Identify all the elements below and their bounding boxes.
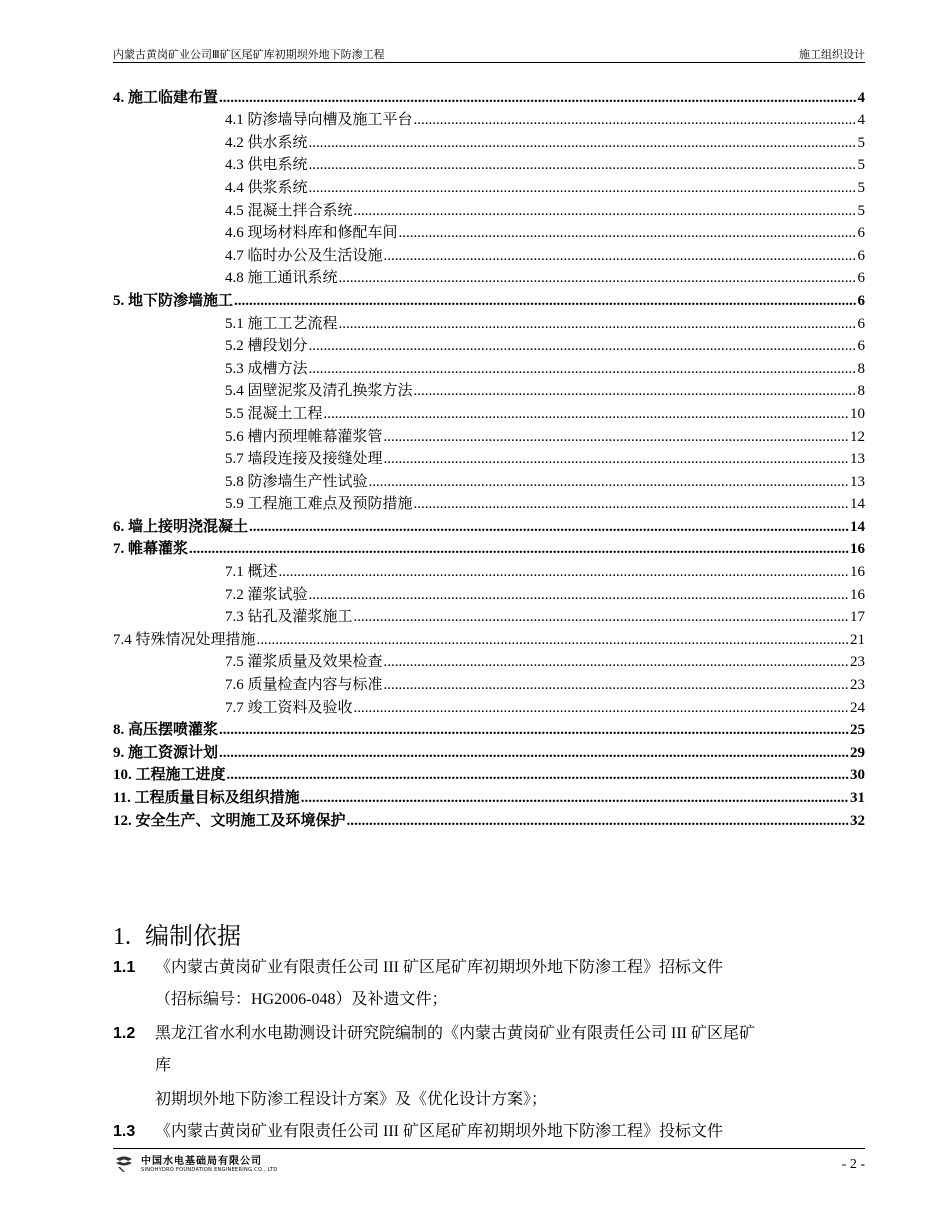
toc-leader-dots — [414, 380, 857, 402]
footer-divider — [113, 1148, 865, 1149]
toc-leader-dots — [354, 606, 849, 628]
toc-entry[interactable] — [113, 696, 865, 719]
toc-entry-page: 6 — [857, 270, 865, 287]
toc-entry-title: 5.4 固壁泥浆及清孔换浆方法 — [225, 383, 413, 400]
toc-leader-dots — [384, 448, 849, 470]
toc-entry-title: 5.7 墙段连接及接缝处理 — [225, 451, 383, 468]
toc-leader-dots — [219, 742, 849, 764]
toc-entry-title: 4.7 临时办公及生活设施 — [225, 247, 383, 264]
paragraph-text: 库 — [155, 1057, 172, 1074]
toc-entry[interactable] — [113, 764, 865, 787]
toc-entry[interactable] — [113, 448, 865, 471]
toc-entry[interactable] — [113, 402, 865, 425]
paragraph-1-3 — [113, 1121, 865, 1143]
toc-entry[interactable] — [113, 222, 865, 245]
toc-entry-title: 8. 高压摆喷灌浆 — [113, 722, 219, 739]
toc-leader-dots — [257, 629, 849, 651]
toc-entry-page: 6 — [857, 247, 865, 264]
toc-entry[interactable] — [113, 493, 865, 516]
toc-entry-title: 4.5 混凝土拌合系统 — [225, 202, 353, 219]
paragraph-1-2-cont — [113, 1089, 865, 1111]
toc-entry-page: 6 — [857, 338, 865, 355]
toc-leader-dots — [309, 584, 849, 606]
section-heading — [113, 916, 241, 951]
toc-entry-page: 10 — [850, 405, 865, 422]
toc-entry-title: 7.5 灌浆质量及效果检查 — [225, 654, 383, 671]
toc-entry[interactable] — [113, 109, 865, 132]
toc-entry-page: 32 — [850, 812, 865, 829]
paragraph-text: 初期坝外地下防渗工程设计方案》及《优化设计方案》； — [155, 1091, 548, 1108]
toc-entry[interactable] — [113, 560, 865, 583]
toc-leader-dots — [234, 290, 856, 312]
toc-entry-title: 5.8 防渗墙生产性试验 — [225, 473, 368, 490]
toc-leader-dots — [384, 426, 849, 448]
toc-entry-page: 17 — [850, 609, 865, 626]
toc-entry[interactable] — [113, 538, 865, 561]
toc-leader-dots — [354, 697, 849, 719]
toc-entry-title: 4.8 施工通讯系统 — [225, 270, 338, 287]
toc-entry-page: 5 — [857, 202, 865, 219]
paragraph-text: 黑龙江省水利水电勘测设计研究院编制的《内蒙古黄岗矿业有限责任公司 III 矿区尾矿 — [155, 1025, 755, 1042]
paragraph-1-2 — [113, 1023, 865, 1045]
toc-leader-dots — [227, 764, 849, 786]
toc-leader-dots — [384, 245, 857, 267]
toc-entry-page: 14 — [850, 518, 865, 535]
toc-entry-title: 4.2 供水系统 — [225, 134, 308, 151]
toc-entry-title: 11. 工程质量目标及组织措施 — [113, 790, 300, 806]
toc-entry[interactable] — [113, 357, 865, 380]
toc-entry[interactable] — [113, 628, 865, 651]
toc-entry-title: 7.1 概述 — [225, 564, 278, 581]
toc-entry-title: 4.4 供浆系统 — [225, 179, 308, 196]
paragraph-text: （招标编号：HG2006-048）及补遗文件； — [155, 991, 448, 1008]
logo-chinese-name: 中国水电基础局有限公司 — [141, 1156, 262, 1167]
toc-entry[interactable] — [113, 312, 865, 335]
toc-entry-page: 24 — [850, 699, 865, 716]
toc-leader-dots — [384, 674, 849, 696]
toc-entry-title: 12. 安全生产、文明施工及环境保护 — [113, 812, 346, 829]
toc-entry[interactable] — [113, 86, 865, 109]
toc-leader-dots — [339, 267, 857, 289]
toc-entry-page: 5 — [857, 179, 865, 196]
paragraph-1-2-wrap — [113, 1055, 865, 1077]
toc-entry-title: 9. 施工资源计划 — [113, 744, 219, 761]
toc-leader-dots — [309, 177, 857, 199]
toc-entry-title: 5.3 成槽方法 — [225, 360, 308, 377]
logo-english-name: SINOHYDRO FOUNDATION ENGINEERING CO., LTD — [141, 1167, 278, 1173]
toc-entry[interactable] — [113, 651, 865, 674]
toc-entry-page: 16 — [850, 586, 865, 603]
toc-entry-page: 16 — [850, 564, 865, 581]
toc-leader-dots — [324, 403, 849, 425]
toc-entry-page: 5 — [857, 134, 865, 151]
toc-entry[interactable] — [113, 380, 865, 403]
toc-entry[interactable] — [113, 606, 865, 629]
toc-leader-dots — [347, 810, 849, 832]
toc-entry-page: 12 — [850, 428, 865, 445]
toc-entry-title: 6. 墙上接明浇混凝土 — [113, 518, 249, 535]
toc-entry-title: 7.4 特殊情况处理措施 — [113, 631, 256, 648]
toc-entry[interactable] — [113, 741, 865, 764]
toc-entry-page: 31 — [850, 790, 865, 806]
toc-entry-page: 30 — [850, 767, 865, 784]
toc-entry-page: 4 — [857, 112, 865, 129]
toc-entry-title: 10. 工程施工进度 — [113, 767, 226, 784]
paragraph-text: 《内蒙古黄岗矿业有限责任公司 III 矿区尾矿库初期坝外地下防渗工程》招标文件 — [155, 959, 723, 976]
toc-entry[interactable] — [113, 176, 865, 199]
toc-leader-dots — [219, 719, 849, 741]
company-logo — [113, 1152, 278, 1173]
toc-leader-dots — [384, 651, 849, 673]
toc-leader-dots — [354, 200, 857, 222]
toc-entry-title: 4. 施工临建布置 — [113, 89, 219, 106]
toc-leader-dots — [339, 313, 857, 335]
toc-leader-dots — [309, 358, 857, 380]
toc-entry[interactable] — [113, 131, 865, 154]
toc-leader-dots — [219, 87, 856, 109]
toc-entry-page: 23 — [850, 654, 865, 671]
toc-entry-page: 6 — [857, 315, 865, 332]
toc-entry-page: 16 — [850, 541, 865, 558]
toc-leader-dots — [369, 471, 849, 493]
toc-leader-dots — [309, 154, 857, 176]
toc-entry-title: 4.6 现场材料库和修配车间 — [225, 225, 398, 242]
toc-entry[interactable] — [113, 470, 865, 493]
toc-entry-title: 7.6 质量检查内容与标准 — [225, 677, 383, 694]
paragraph-1-1 — [113, 957, 865, 979]
paragraph-number: 1.3 — [113, 1123, 136, 1140]
toc-entry-title: 7. 帷幕灌浆 — [113, 541, 189, 558]
toc-entry[interactable] — [113, 719, 865, 742]
toc-entry[interactable] — [113, 267, 865, 290]
header-doc-type: 施工组织设计 — [799, 48, 865, 61]
toc-entry-title: 5.9 工程施工难点及预防措施 — [225, 496, 413, 513]
toc-entry-title: 4.1 防渗墙导向槽及施工平台 — [225, 112, 413, 129]
toc-entry[interactable] — [113, 515, 865, 538]
paragraph-text: 《内蒙古黄岗矿业有限责任公司 III 矿区尾矿库初期坝外地下防渗工程》投标文件 — [155, 1123, 723, 1140]
paragraph-number: 1.2 — [113, 1025, 136, 1042]
toc-entry-title: 7.2 灌浆试验 — [225, 586, 308, 603]
toc-entry-page: 6 — [857, 225, 865, 242]
toc-entry[interactable] — [113, 425, 865, 448]
header-project-title: 内蒙古黄岗矿业公司Ⅲ矿区尾矿库初期坝外地下防渗工程 — [113, 48, 385, 61]
toc-entry-title: 7.3 钻孔及灌浆施工 — [225, 609, 353, 626]
paragraph-number: 1.1 — [113, 959, 136, 976]
toc-entry-page: 8 — [857, 383, 865, 400]
sinohydro-logo-icon — [113, 1153, 135, 1173]
toc-entry-title: 4.3 供电系统 — [225, 157, 308, 174]
toc-leader-dots — [301, 787, 849, 809]
toc-entry-title: 5.6 槽内预埋帷幕灌浆管 — [225, 428, 383, 445]
toc-entry-title: 7.7 竣工资料及验收 — [225, 699, 353, 716]
toc-entry-page: 29 — [850, 744, 865, 761]
toc-entry[interactable] — [113, 199, 865, 222]
toc-leader-dots — [249, 516, 849, 538]
toc-entry-page: 13 — [850, 451, 865, 468]
toc-entry-title: 5.1 施工工艺流程 — [225, 315, 338, 332]
paragraph-1-1-cont — [113, 989, 865, 1011]
toc-entry-page: 25 — [850, 722, 865, 739]
toc-leader-dots — [279, 561, 849, 583]
toc-entry-page: 8 — [857, 360, 865, 377]
toc-leader-dots — [414, 493, 849, 515]
table-of-contents — [113, 86, 865, 832]
toc-entry-page: 14 — [850, 496, 865, 513]
toc-leader-dots — [309, 335, 857, 357]
toc-entry-page: 23 — [850, 677, 865, 694]
section-title: 编制依据 — [145, 924, 241, 950]
toc-entry-page: 4 — [857, 89, 865, 106]
toc-entry-page: 6 — [857, 292, 865, 309]
toc-entry-title: 5.2 槽段划分 — [225, 338, 308, 355]
toc-entry-title: 5.5 混凝土工程 — [225, 405, 323, 422]
toc-leader-dots — [399, 222, 857, 244]
toc-entry-page: 13 — [850, 473, 865, 490]
toc-entry[interactable] — [113, 583, 865, 606]
toc-entry-page: 21 — [850, 631, 865, 648]
toc-leader-dots — [309, 132, 857, 154]
toc-entry[interactable] — [113, 809, 865, 832]
toc-entry[interactable] — [113, 786, 865, 809]
toc-leader-dots — [414, 109, 857, 131]
toc-entry[interactable] — [113, 154, 865, 177]
section-number: 1. — [113, 924, 131, 950]
page-header — [113, 44, 865, 63]
toc-entry[interactable] — [113, 335, 865, 358]
toc-leader-dots — [189, 538, 849, 560]
toc-entry[interactable] — [113, 673, 865, 696]
toc-entry-page: 5 — [857, 157, 865, 174]
toc-entry-title: 5. 地下防渗墙施工 — [113, 292, 234, 309]
toc-entry[interactable] — [113, 289, 865, 312]
toc-entry[interactable] — [113, 244, 865, 267]
page-number: - 2 - — [841, 1157, 865, 1172]
